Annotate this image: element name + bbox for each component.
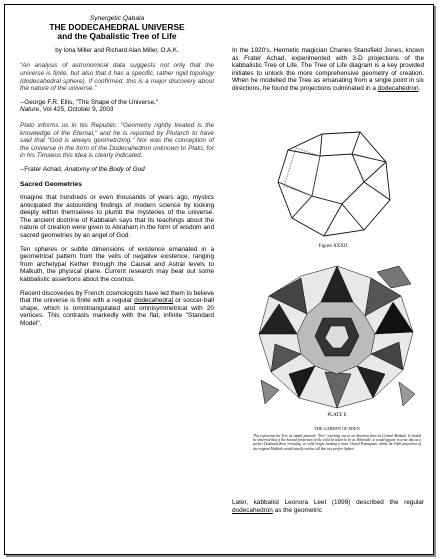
figure-1-caption: Figure XXXII bbox=[318, 244, 348, 249]
figure-2-subcaption: THE GARDEN OF EDEN bbox=[314, 426, 360, 431]
dodecahedron-link-2[interactable]: dodecahedron bbox=[232, 506, 273, 514]
paragraph-1: Imagine that hundreds or even thousands of years ago, mystics anticipated the astounding findings of modern science by looking deeply within themselves to plumb the mysteries of the universe. The ancient doctrine of Kabbalah says that its teachings about the nature of creation were given to Abraham in the form of wisdom and sacred geometries by an angel of God. bbox=[20, 194, 214, 240]
title-line-1: THE DODECAHEDRAL UNIVERSE bbox=[49, 21, 185, 32]
dodecahedral-link[interactable]: dodecahedral bbox=[134, 297, 173, 305]
quote-ellis: “An analysis of astronomical data suggests not only that the universe is finite, but also that it has a specific, rather rigid topology (dodecahedral sphere). If confirmed, this is a major discovery about the nature of the universe.” bbox=[20, 62, 214, 93]
section-heading: Sacred Geometries bbox=[20, 180, 82, 188]
right-paragraph-2-a: Later, kabbalist Leonora Leet (1999) described the regular bbox=[232, 499, 424, 506]
citation-ellis-suffix: , Vol 425, October 9, 2003 bbox=[39, 106, 114, 114]
left-column bbox=[20, 14, 214, 328]
kicker: Synergetic Qabala bbox=[89, 15, 145, 22]
citation-ellis-journal: Nature bbox=[20, 106, 40, 114]
figure-plate-e bbox=[253, 262, 421, 466]
right-paragraph-2 bbox=[232, 499, 424, 514]
paragraph-2: Ten spheres or subtle dimensions of existence emanated in a geometrical pattern from the veils of negative existence, ranging from archetypal Kether through the Causal and Astral levels to Malkuth, the physical plane. Current research may bear out some kabbalistic assertions about the cosmos. bbox=[20, 245, 214, 284]
right-column bbox=[232, 14, 424, 93]
citation-ellis-prefix: --George F.R. Ellis, "The Shape of the Universe," bbox=[20, 98, 159, 106]
dodecahedron-link-1[interactable]: dodecahedron bbox=[377, 84, 419, 92]
dodecahedron-drawing bbox=[268, 126, 398, 244]
citation-achad-prefix: --Frater Achad, bbox=[20, 165, 65, 173]
citation-achad bbox=[20, 166, 214, 174]
citation-achad-book: Anatomy of the Body of God bbox=[64, 165, 145, 173]
paragraph-3-b: or soccer-ball shape, which is omnitriangulated and omnisymmetrical with 20 vertices. This contrasts markedly with the flat, infinite "Standard Model". bbox=[20, 297, 214, 327]
figure-2-caption: PLATE E bbox=[327, 413, 347, 418]
right-paragraph-1 bbox=[232, 47, 424, 93]
right-paragraph-1-a: In the 1920's, Hermetic magician Charles Stansfield Jones, known as Frater Achad, experimented with 3-D projections of the kabbalistic Tree of Life. The Tree of Life diagram is a key provided initiates to unlock the more comprehensive geometry of creation. When he modelled the Tree as emanating from a single point in six directions, he found the projections culminated in a bbox=[232, 47, 424, 92]
figure-2-note: This represents the Tree as simple pinnacle "Tree" touching one to an direction from its Central Malkuth. It should be observed that if the Second projection of the solid be taken to be as Whiteside, it would appear to arise this as a perfect Dodecahedron, revealing, so solid origin forming a more Closed Pentagram, whilst the Fifth projection of the original Malkuth would exactly enclose all this in a perfect Sphere. bbox=[253, 434, 421, 451]
plate-e-drawing bbox=[253, 262, 421, 410]
paragraph-3 bbox=[20, 290, 214, 328]
title-line-2: and the Qabalistic Tree of Life bbox=[57, 31, 177, 42]
figure-dodecahedron bbox=[268, 126, 398, 250]
right-paragraph-1-b: . bbox=[418, 84, 421, 92]
quote-plato: Plato informs us in his Republic: "Geometry rightly treated is the knowledge of the Eternal," and he is reported by Plutarch to have said that "God is always geometrizing." Nor was the conception of the Universe in the form of the Dodecahedron unknown to Plato, for in his Timaeus this idea is clearly indicated. bbox=[20, 121, 214, 160]
citation-ellis bbox=[20, 99, 214, 114]
right-column-bottom bbox=[232, 499, 424, 514]
paragraph-3-a: Recent discoveries by French cosmologists have led them to believe that the universe is finite with a regular bbox=[20, 289, 214, 305]
right-paragraph-2-b: as the geometric bbox=[272, 506, 322, 514]
byline: by Iona Miller and Richard Alan Miller, O.A.K. bbox=[55, 46, 179, 54]
